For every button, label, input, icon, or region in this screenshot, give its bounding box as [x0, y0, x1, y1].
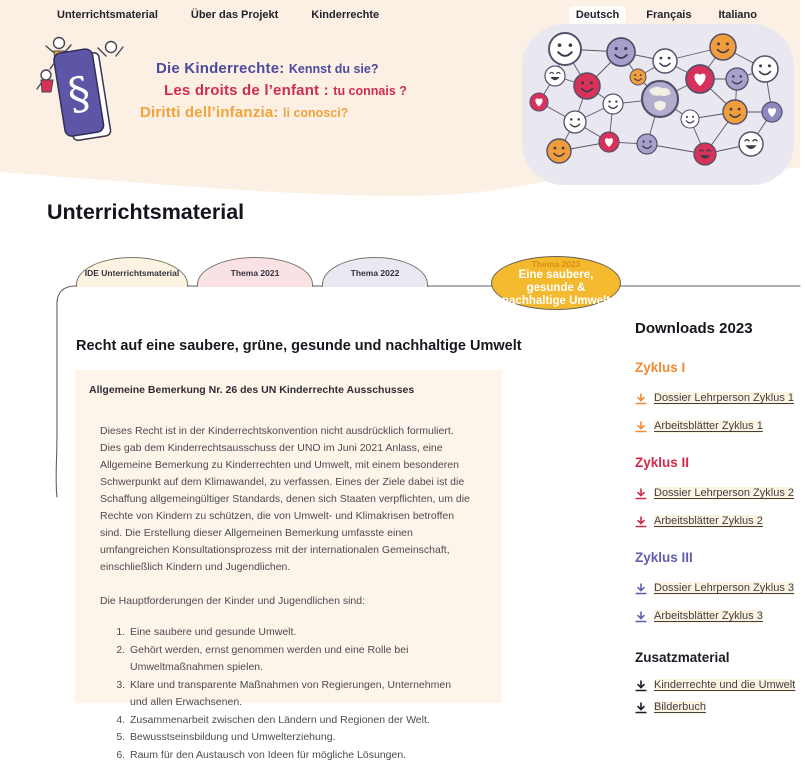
logo-tagline [120, 58, 420, 124]
download-row [635, 701, 805, 714]
section-heading-zyklus-2: Zyklus II [635, 454, 805, 472]
download-link-dossier-zyklus-1[interactable]: Dossier Lehrperson Zyklus 1 [654, 392, 794, 405]
tab-thema-2023-label: Thema 2023 [532, 259, 581, 269]
download-icon [635, 393, 647, 405]
language-switcher [569, 6, 764, 24]
paragraph-book-icon [36, 32, 128, 160]
nav-kinderrechte[interactable]: Kinderrechte [311, 9, 379, 21]
content-box [75, 370, 502, 703]
lang-italiano[interactable]: Italiano [711, 6, 764, 24]
section-heading-zyklus-3: Zyklus III [635, 549, 805, 567]
tab-thema-2022[interactable]: Thema 2022 [322, 257, 428, 287]
content-heading: Recht auf eine saubere, grüne, gesunde und nachhaltige Umwelt [76, 338, 526, 354]
list-item: 5. Bewusstseinsbildung und Umwelterziehung. [128, 729, 460, 747]
tab-thema-2023-subtitle: Eine saubere, gesunde & nachhaltige Umwelt [496, 269, 616, 308]
download-icon [635, 488, 647, 500]
download-link-dossier-zyklus-3[interactable]: Dossier Lehrperson Zyklus 3 [654, 582, 794, 595]
svg-text:§: § [64, 67, 94, 121]
download-row [635, 420, 805, 433]
download-link-arbeitsblaetter-zyklus-2[interactable]: Arbeitsblätter Zyklus 2 [654, 515, 763, 528]
download-row [635, 515, 805, 528]
section-heading-zusatzmaterial: Zusatzmaterial [635, 649, 805, 667]
content-box-title: Allgemeine Bemerkung Nr. 26 des UN Kinderrechte Ausschusses [89, 384, 474, 396]
download-row [635, 487, 805, 500]
download-icon [635, 680, 647, 692]
logo-line-german: Die Kinderrechte: Kennst du sie? [156, 58, 420, 80]
list-item: 4. Zusammenarbeit zwischen den Ländern und Regionen der Welt. [128, 712, 460, 730]
list-item: 1. Eine saubere und gesunde Umwelt. [128, 624, 460, 642]
list-item: 2. Gehört werden, ernst genommen werden und eine Rolle bei Umweltmaßnahmen spielen. [128, 642, 460, 677]
download-link-arbeitsblaetter-zyklus-3[interactable]: Arbeitsblätter Zyklus 3 [654, 610, 763, 623]
download-link-dossier-zyklus-2[interactable]: Dossier Lehrperson Zyklus 2 [654, 487, 794, 500]
download-icon [635, 516, 647, 528]
site-logo[interactable] [36, 32, 128, 160]
main-menu [57, 9, 379, 21]
logo-line-french: Les droits de l’enfant : tu connais ? [164, 80, 420, 102]
logo-line-italian: Diritti dell’infanzia: li conosci? [140, 102, 420, 124]
download-icon [635, 583, 647, 595]
community-network-illustration [522, 24, 794, 185]
smiley-network-icon [522, 24, 794, 185]
tab-ide-unterrichtsmaterial[interactable]: IDE Unterrichtsmaterial [76, 257, 188, 287]
download-icon [635, 611, 647, 623]
downloads-title: Downloads 2023 [635, 320, 805, 338]
download-link-arbeitsblaetter-zyklus-1[interactable]: Arbeitsblätter Zyklus 1 [654, 420, 763, 433]
download-link-bilderbuch[interactable]: Bilderbuch [654, 701, 706, 714]
nav-ueber-das-projekt[interactable]: Über das Projekt [191, 9, 278, 21]
list-item: 3. Klare und transparente Maßnahmen von Regierungen, Unternehmen und allen Erwachsenen. [128, 677, 460, 712]
list-item: 6. Raum für den Austausch von Ideen für mögliche Lösungen. [128, 747, 460, 764]
content-paragraph-1: Dieses Recht ist in der Kinderrechtskonvention nicht ausdrücklich formuliert. Dies gab dem Kinderrechtsausschuss der UNO im Juni 2021 Anlass, eine Allgemeine Bemerkung zu Kinderrechten und Umwelt, mit einem besonderen Schwerpunkt auf dem Klimawandel, zu verfassen. Eines der Ziele dabei ist die Schaffung allgemeingültiger Standards, denen sich Staaten verpflichten, um die Rechte von Kindern zu schützen, die von Umwelt- und Klimakrisen betroffen sind. Die Erstellung dieser Allgemeinen Bemerkung umfasste einen umfangreichen Konsultationsprozess mit der internationalen Gemeinschaft, einschließlich Kindern und Jugendlichen. [100, 423, 474, 576]
section-heading-zyklus-1: Zyklus I [635, 359, 805, 377]
tab-thema-2021[interactable]: Thema 2021 [197, 257, 313, 287]
content-paragraph-2: Die Hauptforderungen der Kinder und Jugendlichen sind: [100, 593, 474, 610]
nav-unterrichtsmaterial[interactable]: Unterrichtsmaterial [57, 9, 158, 21]
download-link-kinderrechte-umwelt[interactable]: Kinderrechte und die Umwelt [654, 679, 795, 692]
download-row [635, 679, 805, 692]
download-row [635, 582, 805, 595]
downloads-sidebar [635, 320, 805, 714]
download-row [635, 610, 805, 623]
demands-list [100, 624, 460, 764]
top-navigation [0, 0, 800, 30]
download-row [635, 392, 805, 405]
tab-thema-2023-active[interactable] [491, 256, 621, 310]
page-title: Unterrichtsmaterial [47, 200, 244, 225]
download-icon [635, 702, 647, 714]
lang-francais[interactable]: Français [639, 6, 698, 24]
download-icon [635, 421, 647, 433]
lang-deutsch[interactable]: Deutsch [569, 6, 626, 24]
